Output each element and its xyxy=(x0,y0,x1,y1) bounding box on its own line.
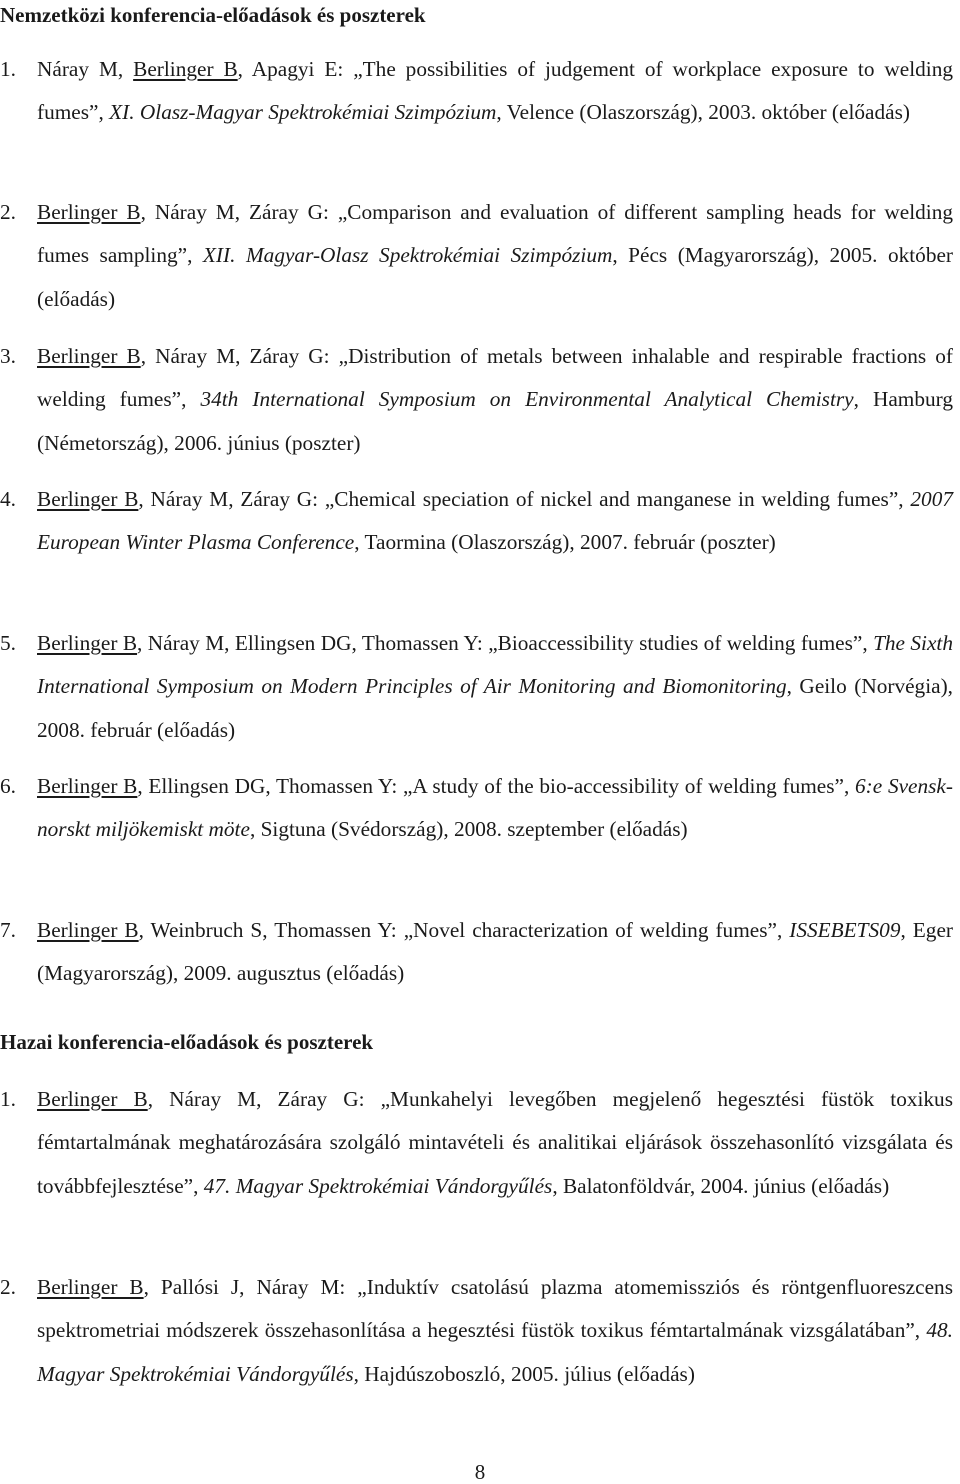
reference-title: „Distribution of metals between inhalable and respirable fractions of welding fumes”, xyxy=(37,344,953,412)
reference-coauthor: Náray M, xyxy=(37,57,134,81)
reference-venue: 2007 European Winter Plasma Conference xyxy=(37,487,953,555)
reference-item xyxy=(0,1078,953,1208)
reference-title: „Induktív csatolású plazma atomemissziós és röntgenfluoreszcens spektrometriai módszerek összehasonlítása a hegesztési füstök toxikus fémtartalmának vizsgálatában”, xyxy=(37,1275,953,1343)
reference-item xyxy=(0,765,953,852)
reference-item xyxy=(0,909,953,996)
reference-venue: XII. Magyar-Olasz Spektrokémiai Szimpózium xyxy=(202,243,613,268)
underlined-author: Berlinger B xyxy=(37,200,141,224)
reference-authors: , Náray M, Záray G: xyxy=(147,1087,381,1111)
reference-location-date: , Hamburg (Németország), 2006. június (poszter) xyxy=(37,387,953,455)
reference-title: „Bioaccessibility studies of welding fumes”, xyxy=(488,631,874,655)
reference-title: „The possibilities of judgement of workplace exposure to welding fumes”, xyxy=(37,57,953,125)
reference-title: „A study of the bio-accessibility of welding fumes”, xyxy=(402,774,856,798)
reference-item xyxy=(0,1266,953,1396)
reference-item xyxy=(0,335,953,465)
reference-text xyxy=(37,191,953,321)
reference-authors: , Ellingsen DG, Thomassen Y: xyxy=(137,774,403,798)
reference-location-date: , Velence (Olaszország), 2003. október (előadás) xyxy=(496,100,910,125)
reference-location-date: , Taormina (Olaszország), 2007. február (poszter) xyxy=(354,530,776,555)
reference-number: 4. xyxy=(0,487,16,511)
reference-item xyxy=(0,478,953,565)
reference-text xyxy=(37,765,953,852)
reference-item xyxy=(0,191,953,321)
reference-authors: , Náray M, Záray G: xyxy=(140,200,338,224)
reference-location-date: , Balatonföldvár, 2004. június (előadás) xyxy=(552,1173,890,1198)
underlined-author: Berlinger B xyxy=(37,1275,144,1299)
section-heading-international: Nemzetközi konferencia-előadások és poszterek xyxy=(0,3,426,27)
reference-number: 6. xyxy=(0,774,16,798)
reference-title: „Comparison and evaluation of different sampling heads for welding fumes sampling”, xyxy=(37,200,953,268)
reference-number: 3. xyxy=(0,344,16,368)
reference-authors: , Pallósi J, Náray M: xyxy=(143,1275,358,1299)
reference-venue: XI. Olasz-Magyar Spektrokémiai Szimpózium xyxy=(109,100,497,125)
reference-number: 2. xyxy=(0,1275,16,1299)
underlined-author: Berlinger B xyxy=(133,57,238,81)
underlined-author: Berlinger B xyxy=(37,344,141,368)
reference-text xyxy=(37,48,953,135)
reference-authors: , Apagyi E: xyxy=(237,57,354,81)
reference-venue: 48. Magyar Spektrokémiai Vándorgyűlés xyxy=(37,1318,953,1386)
reference-text xyxy=(37,622,953,752)
reference-title: „Novel characterization of welding fumes”, xyxy=(403,918,790,942)
reference-authors: , Náray M, Záray G: xyxy=(138,487,325,511)
reference-venue: 47. Magyar Spektrokémiai Vándorgyűlés xyxy=(203,1173,553,1198)
reference-venue: ISSEBETS09 xyxy=(789,918,901,942)
reference-authors: , Náray M, Ellingsen DG, Thomassen Y: xyxy=(137,631,489,655)
reference-item xyxy=(0,48,953,135)
reference-text xyxy=(37,478,953,565)
reference-item xyxy=(0,622,953,752)
reference-number: 7. xyxy=(0,918,16,942)
reference-text xyxy=(37,1266,953,1396)
reference-location-date: , Pécs (Magyarország), 2005. október (előadás) xyxy=(37,243,954,311)
reference-location-date: , Geilo (Norvégia), 2008. február (előadás) xyxy=(37,674,953,742)
section-heading-domestic: Hazai konferencia-előadások és poszterek xyxy=(0,1030,374,1054)
reference-authors: , Weinbruch S, Thomassen Y: xyxy=(138,918,404,942)
reference-number: 5. xyxy=(0,631,16,655)
reference-authors: , Náray M, Záray G: xyxy=(140,344,339,368)
reference-number: 1. xyxy=(0,57,16,81)
page-number: 8 xyxy=(474,1460,486,1484)
reference-text xyxy=(37,335,953,465)
reference-location-date: , Hajdúszoboszló, 2005. július (előadás) xyxy=(353,1361,695,1386)
reference-text xyxy=(37,1078,953,1208)
underlined-author: Berlinger B xyxy=(37,487,139,511)
reference-venue: 34th International Symposium on Environmental Analytical Chemistry xyxy=(200,387,854,412)
underlined-author: Berlinger B xyxy=(37,774,138,798)
reference-number: 1. xyxy=(0,1087,16,1111)
reference-title: „Chemical speciation of nickel and manganese in welding fumes”, xyxy=(324,487,911,511)
reference-location-date: , Eger (Magyarország), 2009. augusztus (előadás) xyxy=(37,918,953,986)
reference-text xyxy=(37,909,953,996)
reference-location-date: , Sigtuna (Svédország), 2008. szeptember (előadás) xyxy=(249,817,688,842)
reference-title: „Munkahelyi levegőben megjelenő hegesztési füstök toxikus fémtartalmának meghatározására szolgáló mintavételi és analitikai eljárások összehasonlító vizsgálata és továbbfejlesztése”, xyxy=(37,1087,953,1198)
reference-venue: The Sixth International Symposium on Modern Principles of Air Monitoring and Biomonitoring xyxy=(37,631,953,699)
underlined-author: Berlinger B xyxy=(37,631,138,655)
underlined-author: Berlinger B xyxy=(37,1087,148,1111)
reference-number: 2. xyxy=(0,200,16,224)
underlined-author: Berlinger B xyxy=(37,918,139,942)
reference-venue: 6:e Svensk-norskt miljökemiskt möte xyxy=(37,774,953,842)
